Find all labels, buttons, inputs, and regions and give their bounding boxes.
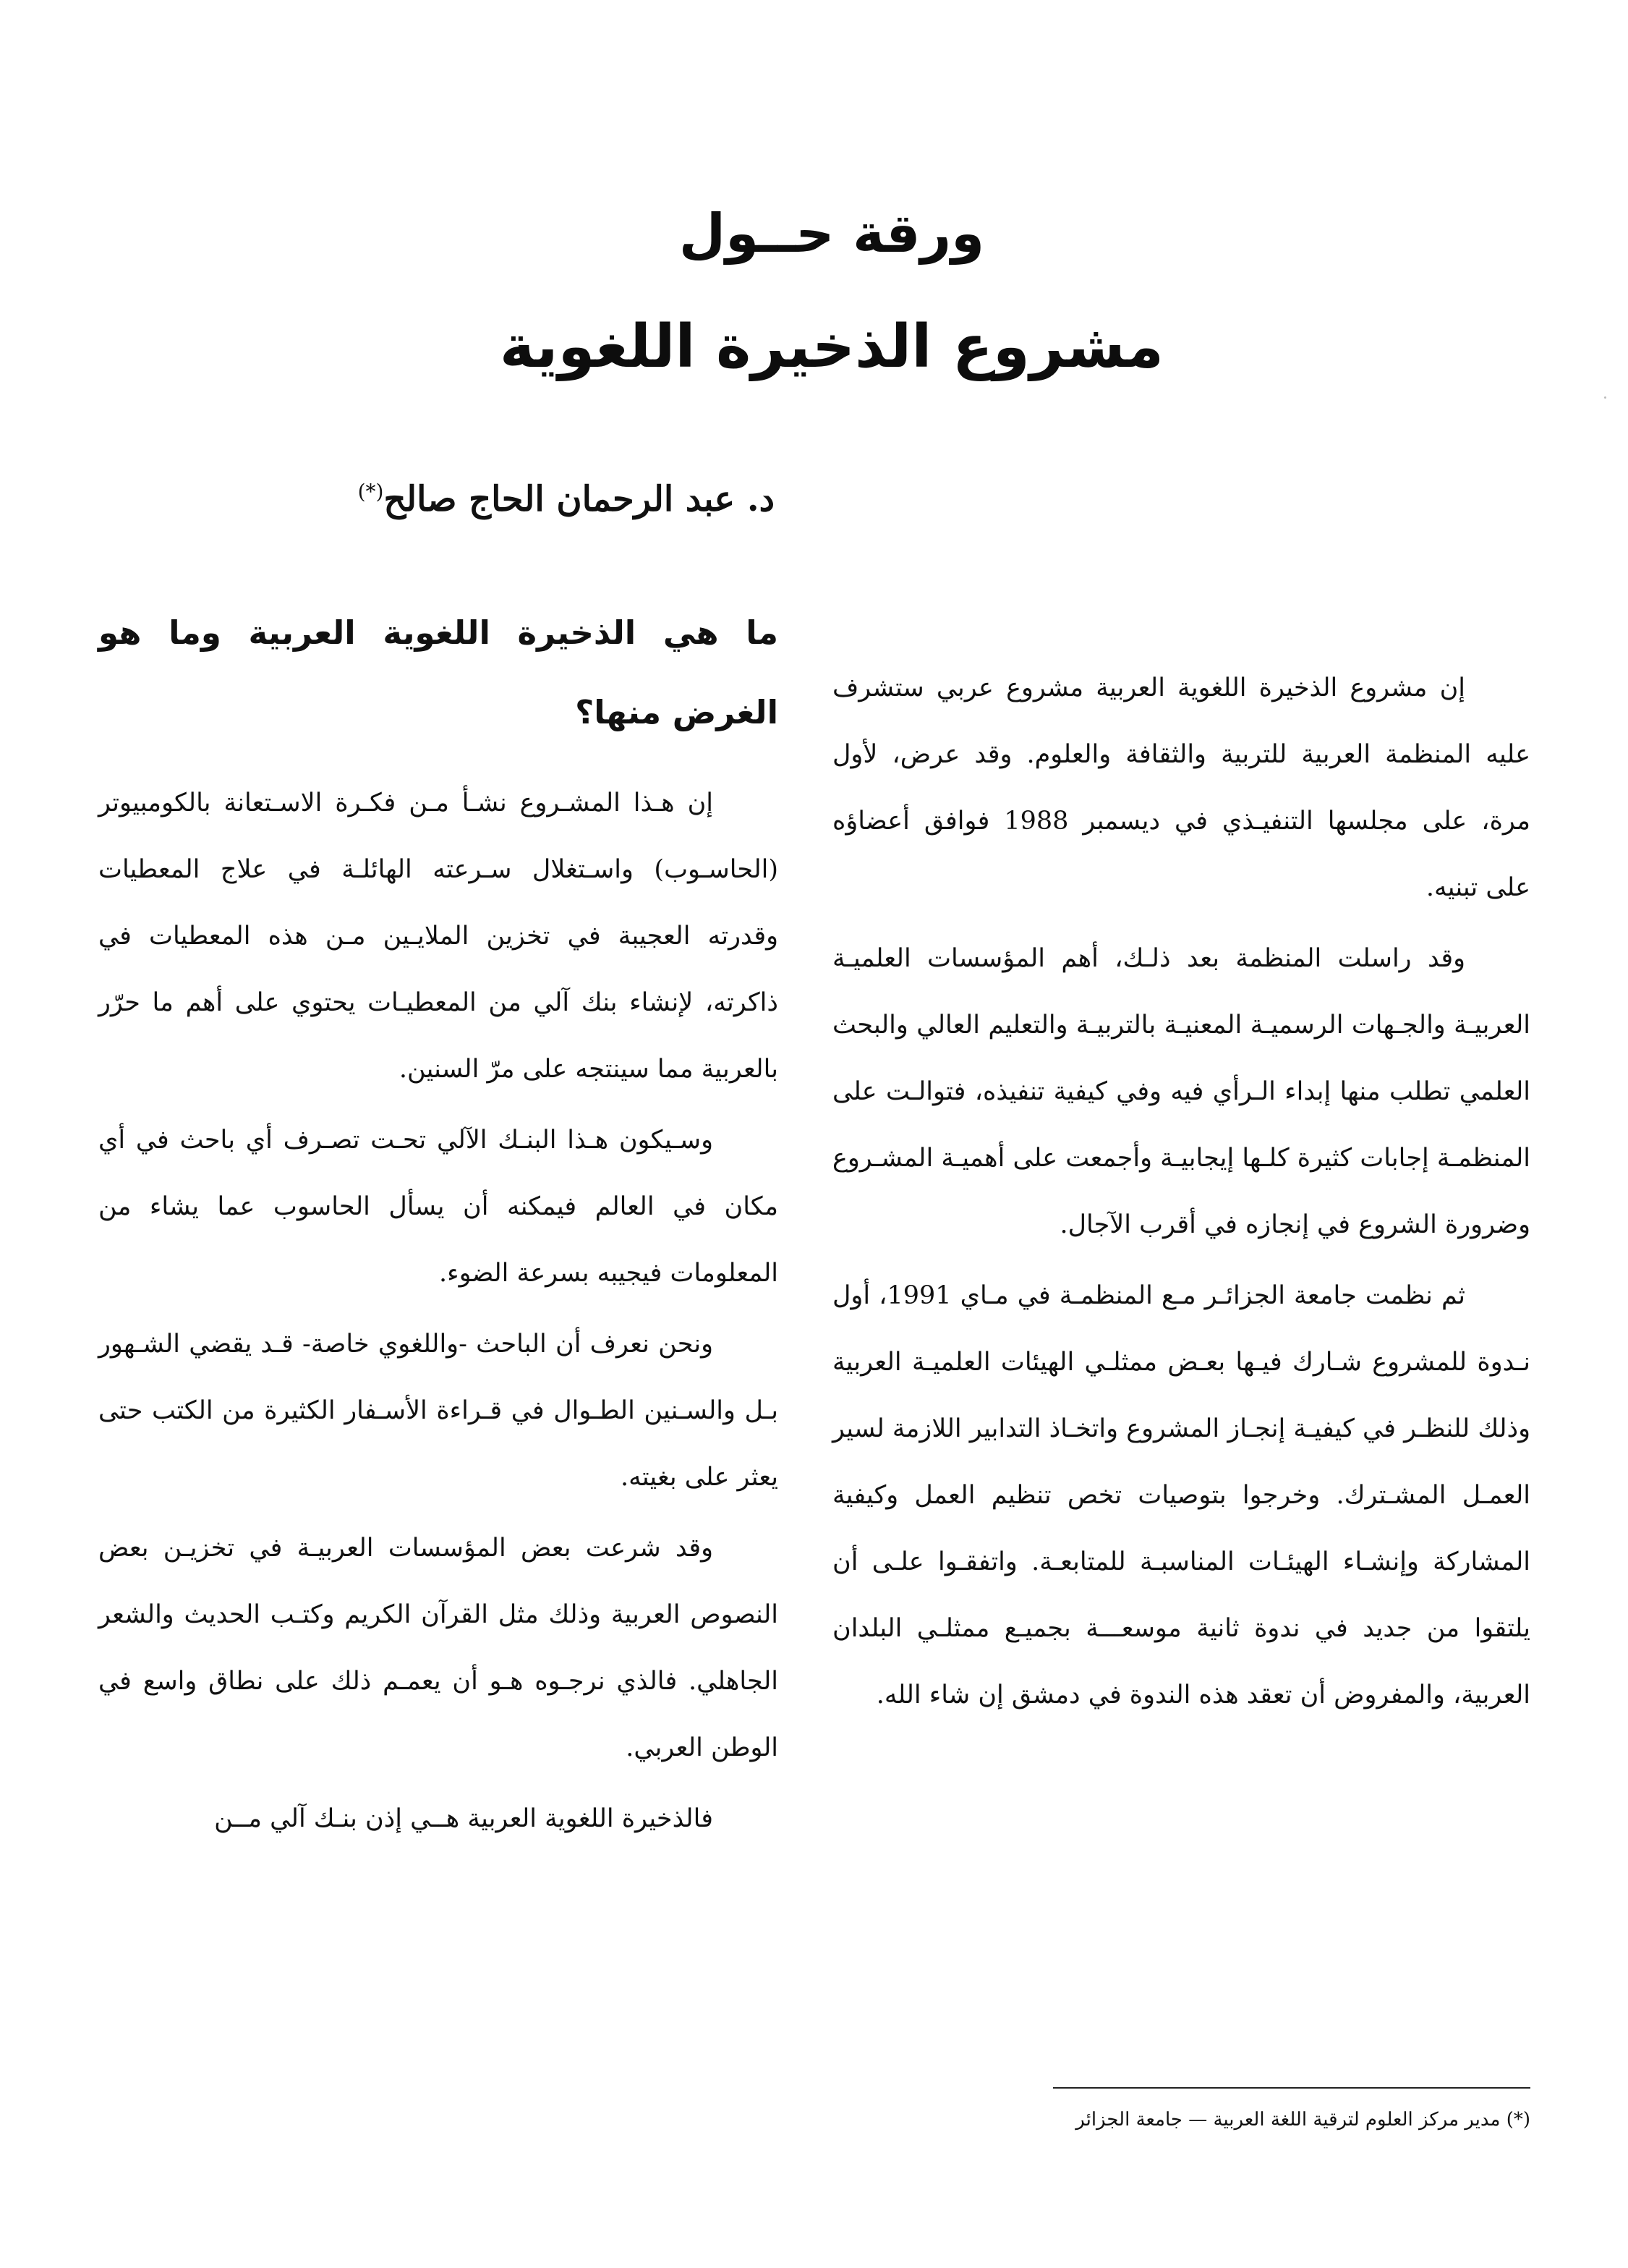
section-heading: ما هي الذخيرة اللغوية العربية وما هو الغرض منها؟ — [98, 613, 778, 731]
body-paragraph: إن هـذا المشـروع نشـأ مـن فكـرة الاسـتعانة بالكومبيوتر (الحاسـوب) واسـتغلال سـرعته الهائلـة في علاج المعطيات وقدرته العجيبة في تخزين الملايـين مـن هذه المعطيات في ذاكرته، لإنشاء بنك آلي من المعطيـات يحتوي على أهم ما حرّر بالعربية مما سينتجه على مرّ السنين. — [98, 789, 778, 1084]
footnote-marker: (*) — [1506, 2109, 1530, 2131]
body-paragraph: فالذخيرة اللغوية العربية هــي إذن بنـك آلي مــن — [214, 1804, 713, 1833]
author-byline — [51, 463, 775, 528]
body-paragraph: وقد راسلت المنظمة بعد ذلـك، أهم المؤسسات العلميـة العربيـة والجـهات الرسميـة المعنيـة بالتربيـة والتعليم العالي والبحث العلمي تطلب منها إبداء الـرأي فيه وفي كيفية تنفيذه، فتوالـت على المنظمـة إجابات كثيرة كلـها إيجابيـة وأجمعت على أهميـة المشـروع وضرورة الشروع في إنجازه في أقرب الآجال. — [832, 944, 1530, 1239]
body-paragraph: ثم نظمت جامعة الجزائـر مـع المنظمـة في مـاي 1991، أول نـدوة للمشروع شـارك فيـها بعـض ممثلـي الهيئات العلميـة العربية وذلك للنظـر في كيفيـة إنجـاز المشروع واتخـاذ التدابير اللازمة لسير العمـل المشـترك. وخرجوا بتوصيات تخص تنظيم العمل وكيفية المشاركة وإنشـاء الهيئـات المناسبـة للمتابعـة. واتفقـوا علـى أن يلتقوا من جديد في ندوة ثانية موسعـــة بجميـع ممثلـي البلدان العربية، والمفروض أن تعقد هذه الندوة في دمشق إن شاء الله. — [832, 1281, 1530, 1710]
footnote-divider — [1053, 2087, 1530, 2089]
footnote-text: مدير مركز العلوم لترقية اللغة العربية — جامعة الجزائر — [1075, 2109, 1501, 2131]
body-paragraph: إن مشروع الذخيرة اللغوية العربية مشروع عربي ستشرف عليه المنظمة العربية للتربية والثقافة والعلوم. وقد عرض، لأول مرة، على مجلسها التنفيـذي في ديسمبر 1988 فوافق أعضاؤه على تبنيه. — [832, 674, 1530, 902]
body-paragraph: وسـيكون هـذا البنـك الآلي تحـت تصـرف أي باحث في أي مكان في العالم فيمكنه أن يسأل الحاسوب عما يشاء من المعلومات فيجيبه بسرعة الضوء. — [98, 1126, 778, 1288]
body-paragraph: وقد شرعت بعض المؤسسات العربيـة في تخزيـن بعض النصوص العربية وذلك مثل القرآن الكريم وكتـب الحديث والشعر الجاهلي. فالذي نرجـوه هـو أن يعمـم ذلك على نطاق واسع في الوطن العربي. — [98, 1534, 778, 1762]
right-column — [832, 655, 1530, 1733]
author-name: د. عبد الرحمان الحاج صالح — [383, 479, 775, 519]
article-title-line-1: ورقة حــول — [678, 203, 985, 265]
scan-speck — [1604, 396, 1606, 399]
footnote — [879, 2105, 1530, 2134]
author-note-marker: (*) — [357, 480, 384, 504]
left-column — [98, 593, 778, 1856]
article-title-line-2: مشروع الذخيرة اللغوية — [499, 313, 1164, 381]
body-paragraph: ونحن نعرف أن الباحث -واللغوي خاصة- قـد يقضي الشـهور بـل والسـنين الطـوال في قـراءة الأسـفار الكثيرة من الكتب حتى يعثر على بغيته. — [98, 1330, 778, 1492]
